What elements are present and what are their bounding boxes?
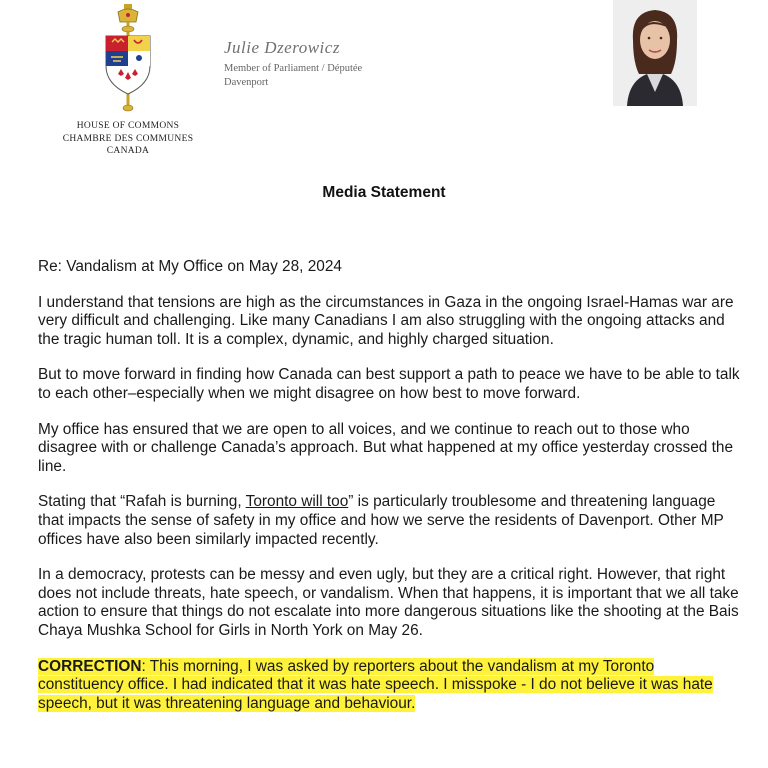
mp-title: Member of Parliament / Députée: [224, 63, 363, 74]
re-line: Re: Vandalism at My Office on May 28, 2024: [38, 258, 342, 275]
paragraph-4-end: ” is particularly troublesome and threatening language that impacts the sense of safety in my office and how we serve the residents of Davenport. Other MP offices have also been similarly impacted recently.: [38, 493, 724, 548]
paragraph-1: I understand that tensions are high as the circumstances in Gaza in the ongoing Israel-Hamas war are very difficult and challenging. Like many Canadians I am also struggling with the ongoing attacks and the tragic human toll. It is a complex, dynamic, and highly charged situation.: [38, 293, 734, 348]
house-of-commons-crest-icon: [96, 2, 160, 114]
paragraph-3: My office has ensured that we are open to all voices, and we continue to reach out to those who disagree with or challenge Canada’s approach. But what happened at my office yesterday crossed the line.: [38, 420, 734, 475]
house-line-country: CANADA: [106, 146, 150, 156]
correction-text: : This morning, I was asked by reporters about the vandalism at my Toronto constituency office. I had indicated that it was hate speech. I misspoke - I do not believe it was hate speech, but it was threatening language and behaviour.: [38, 657, 713, 712]
mp-riding: Davenport: [224, 77, 269, 88]
house-line-fr: CHAMBRE DES COMMUNES: [62, 133, 194, 144]
paragraph-2: But to move forward in finding how Canada can best support a path to peace we have to be able to talk to each other–especially when we might disagree on how best to move forward.: [38, 366, 740, 402]
statement-body: [38, 258, 742, 730]
mp-signature: Julie Dzerowicz: [224, 38, 340, 57]
house-line-en: HOUSE OF COMMONS: [76, 121, 180, 131]
paragraph-4: [38, 493, 742, 549]
underlined-quote: Toronto will too: [245, 493, 349, 511]
document-title: Media Statement: [322, 184, 446, 201]
correction-paragraph: [38, 658, 742, 714]
correction-label: CORRECTION: [38, 657, 142, 675]
paragraph-5: In a democracy, protests can be messy and even ugly, but they are a critical right. However, that right does not include threats, hate speech, or vandalism. When that happens, it is important that we all take action to ensure that things do not escalate into more dangerous situations like the shooting at the Bais Chaya Mushka School for Girls in North York on May 26.: [38, 566, 739, 639]
paragraph-4-start: Stating that “Rafah is burning,: [38, 493, 246, 511]
house-of-commons-label: [40, 120, 216, 158]
mp-letterhead: [224, 38, 362, 90]
mp-portrait-photo: [613, 0, 697, 106]
